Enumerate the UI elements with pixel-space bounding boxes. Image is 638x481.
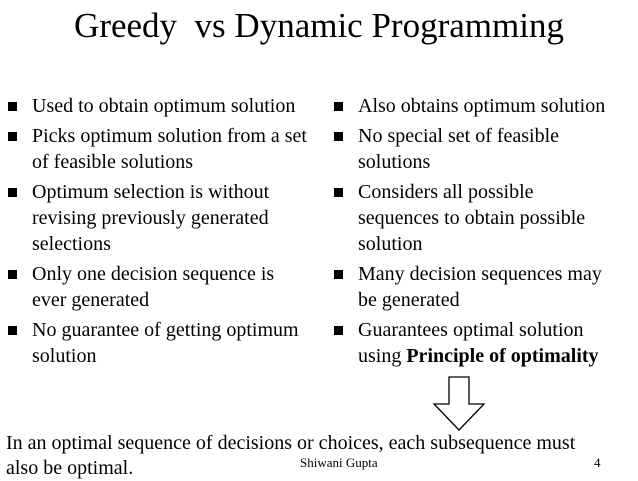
item-text: of feasible solutions	[32, 151, 194, 173]
square-bullet-icon	[334, 188, 343, 197]
list-item	[6, 93, 328, 119]
square-bullet-icon	[8, 132, 17, 141]
principle-of-optimality-text: Principle of optimality	[406, 345, 599, 367]
item-text: No special set of feasible	[358, 125, 560, 147]
list-item	[332, 93, 632, 119]
square-bullet-icon	[8, 102, 17, 111]
item-text: Used to obtain optimum solution	[32, 95, 296, 117]
slide-title: Greedy vs Dynamic Programming	[74, 6, 564, 45]
item-text	[358, 343, 632, 369]
list-item	[332, 123, 632, 175]
list-item	[332, 317, 632, 369]
down-arrow-icon	[431, 376, 487, 432]
conclusion-line: In an optimal sequence of decisions or choices, each subsequence must	[6, 432, 576, 454]
item-text: revising previously generated	[32, 207, 269, 229]
item-text: No guarantee of getting optimum	[32, 319, 299, 341]
square-bullet-icon	[8, 326, 17, 335]
square-bullet-icon	[334, 270, 343, 279]
item-text: Considers all possible	[358, 181, 534, 203]
list-item	[332, 261, 632, 313]
item-text: Many decision sequences may	[358, 263, 602, 285]
list-item	[6, 123, 328, 175]
square-bullet-icon	[8, 270, 17, 279]
greedy-column	[6, 93, 328, 373]
item-text: selections	[32, 233, 111, 255]
page-number: 4	[594, 455, 601, 470]
list-item	[332, 179, 632, 257]
square-bullet-icon	[8, 188, 17, 197]
item-text: solution	[32, 345, 97, 367]
list-item	[6, 179, 328, 257]
item-text: solution	[358, 233, 423, 255]
item-text: Optimum selection is without	[32, 181, 270, 203]
square-bullet-icon	[334, 102, 343, 111]
list-item	[6, 317, 328, 369]
dynamic-programming-column	[332, 93, 632, 373]
square-bullet-icon	[334, 326, 343, 335]
item-text: Picks optimum solution from a set	[32, 125, 307, 147]
item-text: Also obtains optimum solution	[358, 95, 606, 117]
item-text: Only one decision sequence is	[32, 263, 275, 285]
item-text-prefix: using	[358, 345, 407, 367]
item-text: Guarantees optimal solution	[358, 319, 584, 341]
item-text: be generated	[358, 289, 460, 311]
square-bullet-icon	[334, 132, 343, 141]
item-text: sequences to obtain possible	[358, 207, 586, 229]
conclusion-line: also be optimal.	[6, 457, 134, 479]
list-item	[6, 261, 328, 313]
item-text: solutions	[358, 151, 431, 173]
footer-author: Shiwani Gupta	[300, 455, 378, 470]
item-text: ever generated	[32, 289, 150, 311]
